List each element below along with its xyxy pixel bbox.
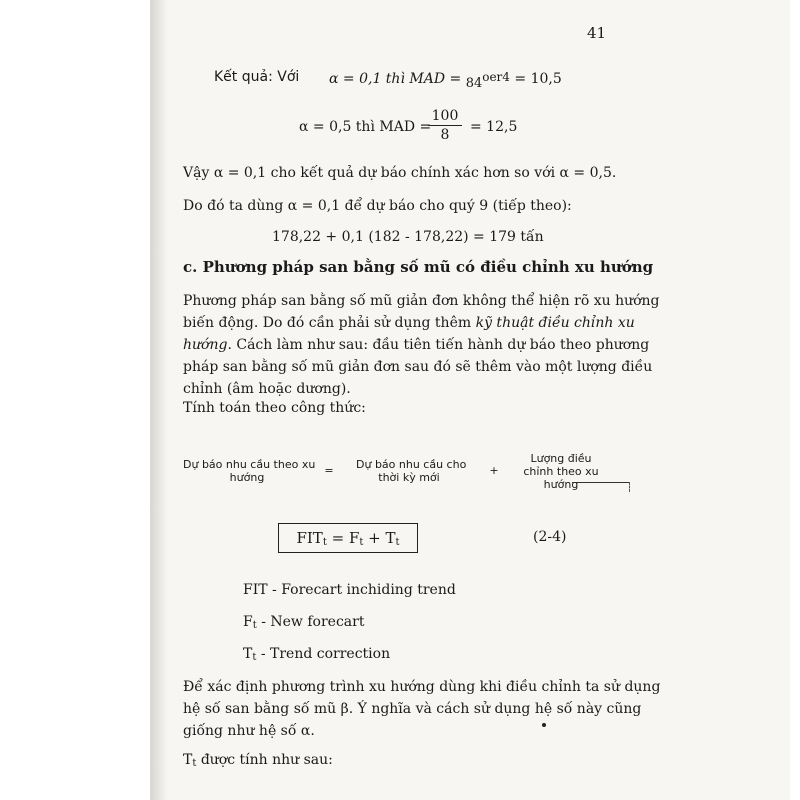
formula-box bbox=[278, 523, 418, 553]
result-line2-fraction bbox=[427, 107, 463, 144]
paragraph-line-1: Phương pháp san bằng số mũ giản đơn không thể hiện rõ xu hướng bbox=[183, 293, 660, 309]
result-line2-result: = 12,5 bbox=[470, 119, 518, 135]
conclusion-line1: Vậy α = 0,1 cho kết quả dự báo chính xác hơn so với α = 0,5. bbox=[183, 165, 617, 181]
tt-line bbox=[183, 750, 333, 774]
formula-plus: + T bbox=[363, 529, 396, 547]
legend-ft bbox=[243, 612, 364, 636]
diagram-plus: + bbox=[489, 464, 499, 477]
tt-sub: t bbox=[192, 758, 197, 769]
diagram-equals: = bbox=[324, 464, 334, 477]
diagram-left-line2: hướng bbox=[229, 471, 265, 484]
diagram-right-line1: Lượng điều bbox=[530, 452, 592, 465]
diagram-right-box bbox=[515, 452, 607, 491]
diagram-right-underline bbox=[572, 482, 630, 483]
fraction-denominator: 8 bbox=[440, 127, 450, 143]
legend-fit bbox=[243, 580, 456, 600]
paragraph-line-2-text: biến động. Do đó cần phải sử dụng thêm bbox=[183, 315, 472, 331]
diagram-middle-line2: thời kỳ mới bbox=[378, 471, 440, 484]
legend-ft-symbol: F bbox=[243, 614, 253, 630]
legend-tt-text: - Trend correction bbox=[256, 646, 391, 662]
paragraph-line-3-italic: hướng bbox=[183, 337, 228, 353]
calc-intro: Tính toán theo công thức: bbox=[183, 400, 366, 416]
result-line1-garbled: oer4 bbox=[482, 70, 510, 84]
section-heading: c. Phương pháp san bằng số mũ có điều chỉnh xu hướng bbox=[183, 258, 654, 276]
legend-ft-sub: t bbox=[252, 620, 257, 631]
result-line1-result: = 10,5 bbox=[514, 71, 562, 87]
page-number: 41 bbox=[587, 24, 607, 42]
formula-f-sub: t bbox=[359, 537, 364, 548]
legend-tt bbox=[243, 644, 390, 668]
formula-number: (2-4) bbox=[533, 529, 567, 545]
paragraph-line-3-text: . Cách làm như sau: đầu tiên tiến hành dự báo theo phương bbox=[227, 337, 650, 353]
paragraph-line-4: pháp san bằng số mũ giản đơn sau đó sẽ thêm vào một lượng điều bbox=[183, 359, 653, 375]
beta-line-3: giống như hệ số α. bbox=[183, 723, 315, 739]
result-line1-subscript: 84 bbox=[465, 76, 483, 91]
result-line2-expr: α = 0,5 thì MAD = bbox=[299, 119, 432, 135]
diagram-middle-line1: Dự báo nhu cầu cho bbox=[356, 458, 467, 471]
legend-ft-text: - New forecart bbox=[256, 614, 365, 630]
diagram-left-box bbox=[183, 458, 316, 484]
formula-t-sub: t bbox=[395, 537, 400, 548]
paragraph-line-3 bbox=[183, 334, 660, 356]
conclusion-line2: Do đó ta dùng α = 0,1 để dự báo cho quý 9 (tiếp theo): bbox=[183, 198, 572, 214]
paragraph-line-2 bbox=[183, 312, 660, 334]
tt-symbol: T bbox=[183, 752, 193, 768]
beta-paragraph bbox=[183, 676, 660, 742]
diagram-middle-box bbox=[356, 458, 467, 484]
legend-fit-text: - Forecart inchiding trend bbox=[267, 582, 456, 598]
beta-line-2: hệ số san bằng số mũ β. Ý nghĩa và cách sử dụng hệ số này cũng bbox=[183, 701, 642, 717]
legend-fit-symbol: FIT bbox=[243, 582, 268, 598]
formula-lhs-sub: t bbox=[322, 537, 327, 548]
diagram-right-tick bbox=[629, 482, 630, 492]
result-label: Kết quả: Với bbox=[214, 69, 300, 85]
beta-line-1: Để xác định phương trình xu hướng dùng khi điều chỉnh ta sử dụng bbox=[183, 679, 661, 695]
legend-tt-sub: t bbox=[252, 652, 257, 663]
intro-paragraph bbox=[183, 290, 660, 400]
diagram-left-line1: Dự báo nhu cầu theo xu bbox=[183, 458, 316, 471]
paragraph-line-2-italic: kỹ thuật điều chỉnh xu bbox=[475, 315, 635, 331]
ink-dot bbox=[542, 723, 546, 727]
result-line1-expression: α = 0,1 thì MAD = bbox=[329, 71, 462, 87]
paragraph-line-5: chỉnh (âm hoặc dương). bbox=[183, 381, 351, 397]
result-line1-expr bbox=[329, 67, 562, 94]
calculation-line: 178,22 + 0,1 (182 - 178,22) = 179 tấn bbox=[272, 229, 544, 245]
tt-text: được tính như sau: bbox=[196, 752, 333, 768]
formula-lhs: FIT bbox=[296, 529, 323, 547]
formula-eq: = F bbox=[326, 529, 360, 547]
diagram-right-line3: hướng bbox=[543, 478, 579, 491]
diagram-right-line2: chỉnh theo xu bbox=[523, 465, 599, 478]
legend-tt-symbol: T bbox=[243, 646, 253, 662]
fraction-numerator: 100 bbox=[431, 108, 459, 124]
